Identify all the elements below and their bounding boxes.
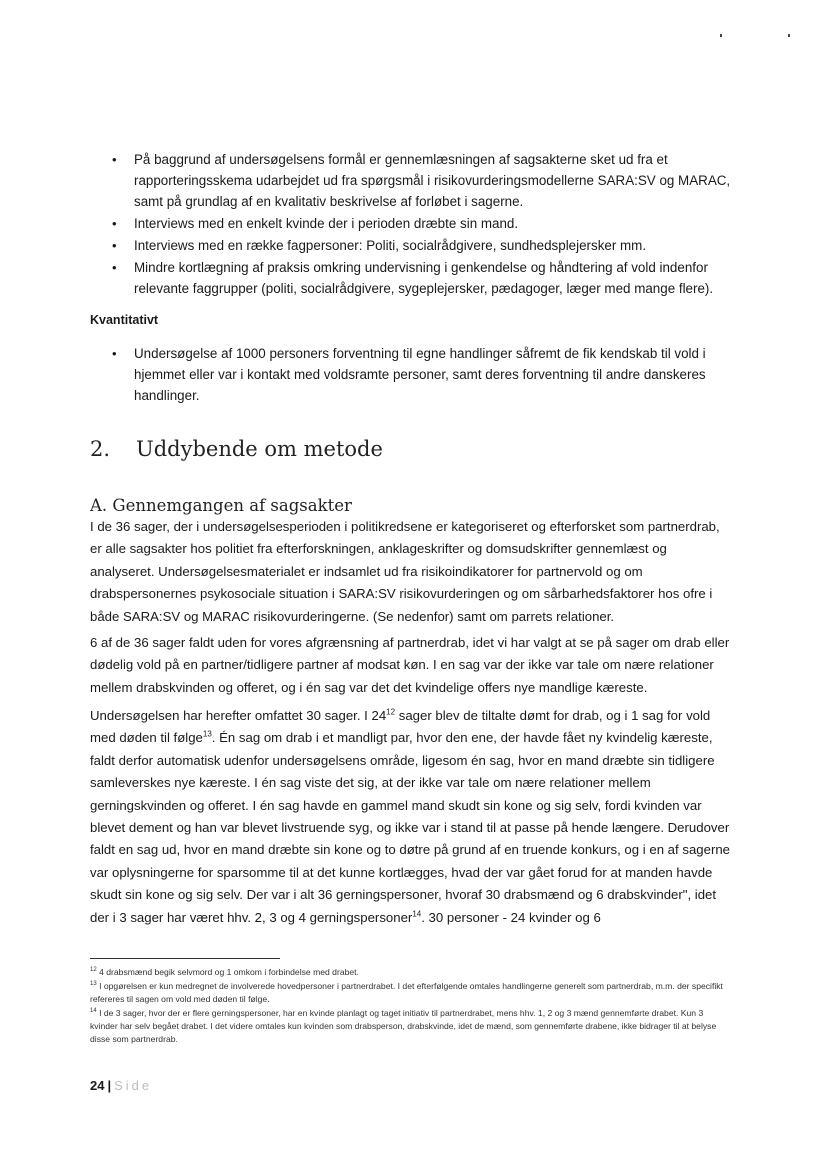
bullet-icon: • — [112, 216, 117, 231]
bullet-icon: • — [112, 152, 117, 167]
subsection-heading: A. Gennemgangen af sagsakter — [90, 496, 352, 515]
paragraph-afgraensning: 6 af de 36 sager faldt uden for vores afgrænsning af partnerdrab, idet vi har valgt at se på sager om drab eller dødelig vold på en partner/tidligere partner af modsat køn. I en sag var der ikke var tale om nære relationer mellem drabskvinden og offeret, og i én sag var det det kvindelige offers nye mandlige kæreste. — [90, 635, 730, 695]
list-item: • Interviews med en enkelt kvinde der i perioden dræbte sin mand. — [112, 213, 732, 234]
list-item: • På baggrund af undersøgelsens formål er gennemlæsningen af sagsakterne sket ud fra et rapporteringsskema udarbejdet ud fra spørgsmål i risikovurderingsmodellerne SARA:SV og MARAC, samt på grundlag af en kvalitativ beskrivelse af forløbet i sagerne. — [112, 149, 732, 212]
footnote: $^{14}$ I de 3 sager, hvor der er flere gerningspersoner, har en kvinde planlagt og taget initiativ til partnerdrabet, mens hhv. 1, 2 og 3 mænd gennemførte drabet. Kun 3 kvinder har selv begået drabet. I det videre omtales kun kvinden som drabsperson, drabskvinde, idet de mænd, som gennemførte drabene, ikke bidrager til at belyse disse som partnerdrab. — [90, 1008, 717, 1044]
section-heading — [90, 437, 383, 461]
side-label: Side — [114, 1078, 153, 1093]
bullet-icon: • — [112, 260, 117, 275]
scan-mark-right — [788, 34, 790, 37]
list-item: • Mindre kortlægning af praksis omkring undervisning i genkendelse og håndtering af vold indenfor relevante faggrupper (politi, socialrådgivere, sygeplejersker, pædagoger, læger med mange flere). — [112, 257, 732, 299]
kvantitativt-heading: Kvantitativt — [90, 313, 159, 327]
section-number: 2. — [90, 437, 111, 461]
list-item: • Undersøgelse af 1000 personers forventning til egne handlinger såfremt de fik kendskab til vold i hjemmet eller var i kontakt med voldsramte personer, samt deres forventning til andre danskeres handlinger. — [112, 343, 732, 406]
bullet-icon: • — [112, 346, 117, 361]
method-bullet-list — [112, 149, 732, 300]
paragraph-sagsakter: I de 36 sager, der i undersøgelsesperioden i politikredsene er kategoriseret og efterforsket som partnerdrab, er alle sagsakter hos politiet fra efterforskningen, anklageskrifter og domsudskrifter gennemlæst og analyseret. Undersøgelsesmaterialet er indsamlet ud fra risikoindikatorer for partnervold og om drabspersonernes psykosociale situation i SARA:SV risikovurderingen og om sårbarhedsfaktorer hos ofre i både SARA:SV og MARAC risikovurderingerne. (Se nedenfor) samt om parrets relationer. — [90, 519, 720, 624]
kvantitativt-bullet-list — [112, 343, 732, 407]
paragraph-omfattede-sager: Undersøgelsen har herefter omfattet 30 sager. I $24^{12}$ sager blev de tiltalte dømt for drab, og i 1 sag for vold med døden til følge$^{13}$. Én sag om drab i et mandligt par, hvor den ene, der havde fået ny kvindelig kæreste, faldt derfor automatisk udenfor undersøgelsens område, ligesom én sag, hvor en mand dræbte sin tidligere samleverskes nye kæreste. I én sag viste det sig, at der ikke var tale om nære relationer mellem gerningskvinden og offeret. I én sag havde en gammel mand skudt sin kone og sig selv, fordi kvinden var blevet dement og han var blevet livstruende syg, og ikke var i stand til at passe på hende længere. Derudover faldt en sag ud, hvor en mand dræbte sin kone og to døtre på grund af en truende konkurs, og i en af sagerne var oplysningerne for sparsomme til at det kunne kortlægges, hvad der var gået forud for at manden havde skudt sin kone og sig selv. Der var i alt 36 gerningspersoner, hvoraf 30 drabsmænd og 6 drabskvinder", idet der i 3 sager har været hhv. 2, 3 og 4 gerningspersoner$^{14}$. 30 personer - 24 kvinder og 6 — [90, 707, 731, 925]
footnotes — [90, 966, 730, 1047]
footnote-ref: 12 — [386, 707, 396, 717]
list-item: • Interviews med en række fagpersoner: Politi, socialrådgivere, sundhedsplejersker mm. — [112, 235, 732, 256]
footnote-divider — [90, 958, 280, 959]
footnote-ref: 14 — [412, 909, 422, 919]
footer-separator: | — [107, 1078, 112, 1093]
footnote: $^{13}$ I opgørelsen er kun medregnet de involverede hovedpersoner i partnerdrabet. I det efterfølgende omtales handlingerne generelt som partnerdrab, m.m. der specifikt refereres til sagen om vold med døden til følge. — [90, 981, 723, 1004]
bullet-icon: • — [112, 238, 117, 253]
page-footer — [90, 1078, 152, 1093]
page-number: 24 — [90, 1078, 105, 1093]
scan-mark-left — [720, 34, 722, 37]
footnote: $^{12}$ 4 drabsmænd begik selvmord og 1 omkom i forbindelse med drabet. — [90, 967, 359, 977]
footnote-ref: 13 — [202, 730, 212, 740]
section-title: Uddybende om metode — [136, 437, 383, 461]
